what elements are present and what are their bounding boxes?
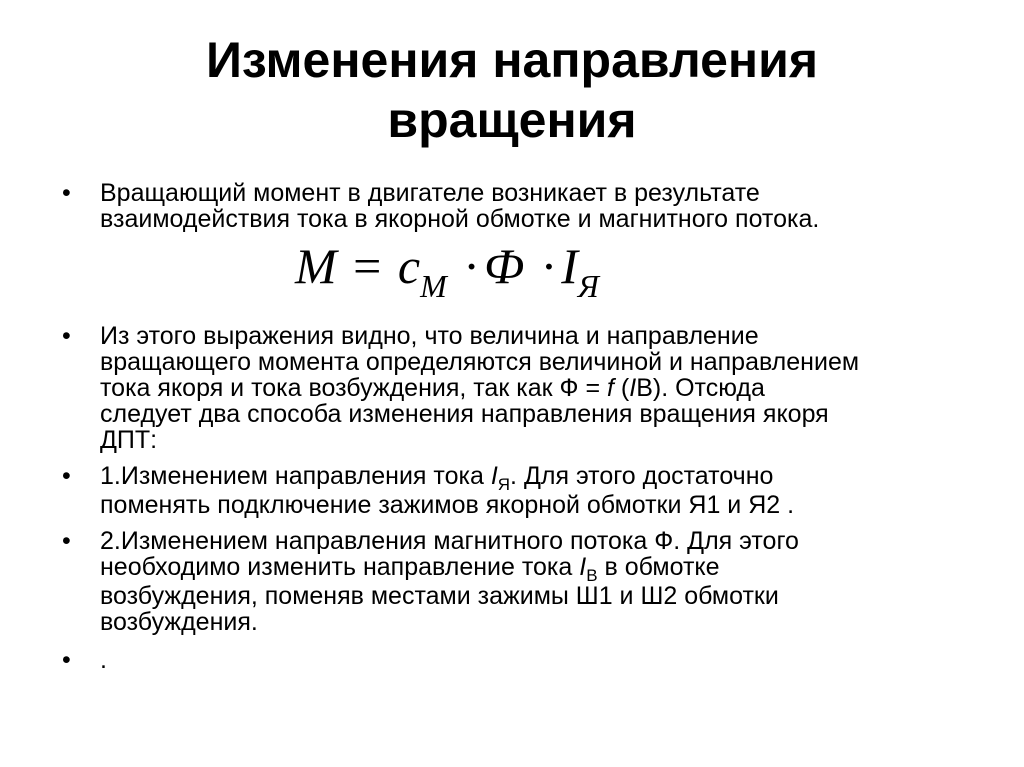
- formula-M: M: [295, 238, 337, 294]
- bullet-list: [60, 180, 970, 673]
- bullet-item-conclusion: [60, 323, 970, 453]
- current-subscript: Я: [497, 475, 511, 494]
- bullet-marker: •: [62, 462, 71, 490]
- current-symbol: I: [490, 462, 498, 490]
- formula-equals: =: [353, 238, 382, 294]
- bullet-text-line: [100, 554, 970, 583]
- bullet-text-line: взаимодействия тока в якорной обмотке и магнитного потока.: [100, 205, 820, 233]
- formula-I: I: [561, 238, 578, 294]
- bullet-text-line: [100, 375, 970, 401]
- torque-formula: [60, 232, 970, 308]
- formula-dot: ·: [463, 238, 480, 294]
- text-span: (: [613, 374, 630, 402]
- text-span: 1.Изменением направления тока: [100, 462, 491, 490]
- bullet-text-line: следует два способа изменения направления вращения якоря: [100, 400, 829, 428]
- bullet-text-line: [100, 463, 970, 492]
- current-symbol: I: [579, 553, 587, 581]
- formula-c-subscript: M: [420, 268, 447, 304]
- bullet-text-line: ДПТ:: [100, 426, 158, 454]
- bullet-marker: •: [62, 527, 71, 555]
- formula-dot: ·: [540, 238, 558, 294]
- title-line-1: Изменения направления: [205, 32, 818, 88]
- bullet-text-line: Вращающий момент в двигателе возникает в результате: [100, 179, 760, 207]
- text-span: тока якоря и тока возбуждения, так как Ф =: [100, 374, 607, 402]
- bullet-text-line: Из этого выражения видно, что величина и направление: [100, 322, 759, 350]
- text-span: В). Отсюда: [636, 374, 765, 402]
- text-span: необходимо изменить направление тока: [100, 553, 580, 581]
- bullet-text-line: 2.Изменением направления магнитного потока Ф. Для этого: [100, 527, 799, 555]
- bullet-marker: •: [62, 179, 71, 207]
- function-f: f: [607, 374, 614, 402]
- bullet-text-line: .: [100, 646, 107, 674]
- bullet-text-line: возбуждения.: [100, 608, 258, 636]
- bullet-item-method-2: [60, 528, 970, 635]
- bullet-item-method-1: [60, 463, 970, 518]
- title-line-2: вращения: [387, 92, 637, 148]
- current-subscript: В: [586, 566, 598, 585]
- bullet-text-line: поменять подключение зажимов якорной обмотки Я1 и Я2 .: [100, 491, 795, 519]
- bullet-text-line: вращающего момента определяются величиной и направлением: [100, 348, 860, 376]
- text-span: в обмотке: [597, 553, 720, 581]
- bullet-marker: •: [62, 646, 71, 674]
- bullet-marker: •: [62, 322, 71, 350]
- formula-c: c: [397, 238, 421, 294]
- bullet-item-torque: [60, 180, 970, 232]
- current-symbol: I: [629, 374, 637, 402]
- bullet-item-empty: [60, 647, 970, 673]
- formula-phi: Ф: [483, 238, 525, 294]
- formula-I-subscript: Я: [577, 268, 599, 304]
- text-span: . Для этого достаточно: [510, 462, 774, 490]
- slide-title: [60, 30, 964, 150]
- bullet-text-line: возбуждения, поменяв местами зажимы Ш1 и Ш2 обмотки: [100, 582, 779, 610]
